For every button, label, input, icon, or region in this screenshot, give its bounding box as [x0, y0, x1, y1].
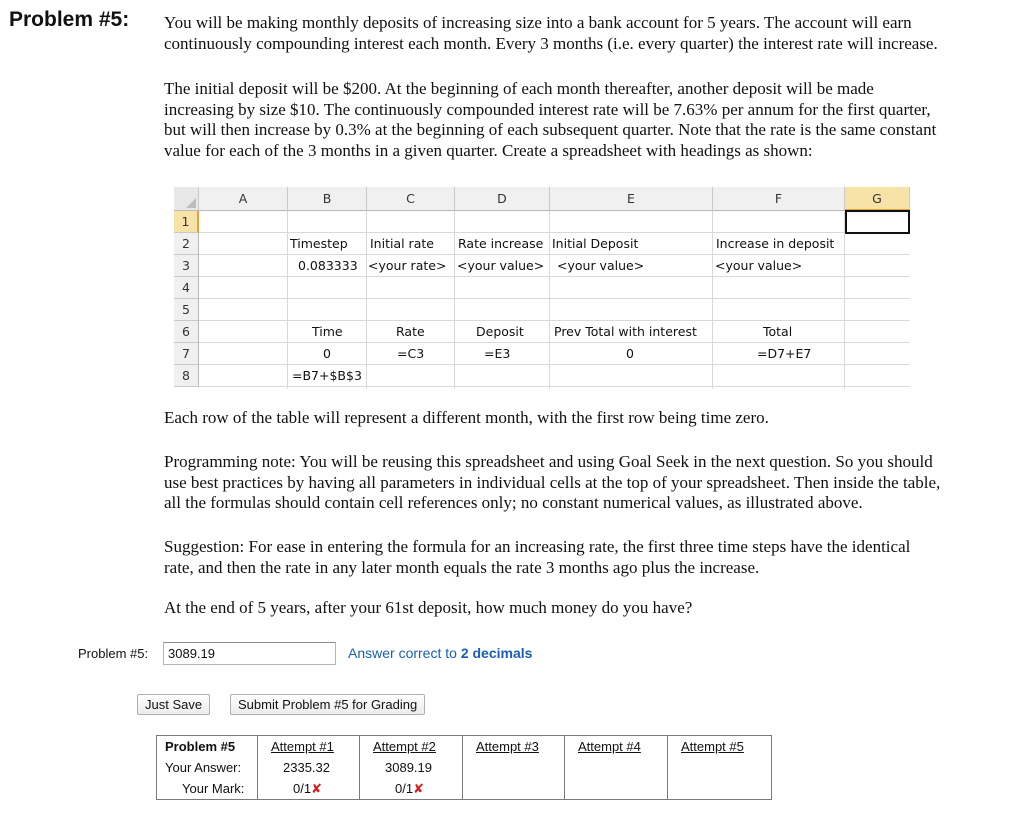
- gridline: [287, 211, 288, 389]
- text-line: continuously compounding interest each month. Every 3 months (i.e. every quarter) the interest rate will increase.: [164, 33, 938, 53]
- cell-b3: 0.083333: [298, 258, 358, 273]
- cell-e7: 0: [626, 346, 634, 361]
- cell-c6: Rate: [396, 324, 425, 339]
- column-header-g: G: [845, 187, 910, 211]
- answer-feedback: [348, 645, 532, 661]
- cell-d3: <your value>: [457, 258, 545, 273]
- cell-b2: Timestep: [290, 236, 348, 251]
- column-header-d: D: [455, 187, 550, 211]
- mark-value: 0/1: [293, 781, 312, 796]
- just-save-button[interactable]: Just Save: [137, 694, 210, 715]
- row-header-8: 8: [174, 365, 199, 387]
- deposit-paragraph: [164, 79, 1022, 161]
- attempt-3-column: [463, 736, 565, 799]
- attempt-4-column: [565, 736, 668, 799]
- wrong-x-icon: ✘: [413, 781, 424, 796]
- gridline: [366, 211, 367, 389]
- cell-e6: Prev Total with interest: [554, 324, 697, 339]
- question-text: At the end of 5 years, after your 61st deposit, how much money do you have?: [164, 598, 693, 617]
- attempts-header: Problem #5: [165, 739, 236, 754]
- attempt-2-mark: [395, 778, 424, 799]
- gridline: [454, 211, 455, 389]
- answer-label: Problem #5:: [78, 646, 149, 661]
- text-line: use best practices by having all parameters in individual cells at the top of your spreadsheet. Then inside the table,: [164, 472, 941, 492]
- your-mark-label: Your Mark:: [182, 781, 245, 796]
- text-line: but will then increase by 0.3% at the beginning of each subsequent quarter. Note that the rate is the same constant: [164, 120, 937, 139]
- gridline: [199, 298, 910, 299]
- cell-c3: <your rate>: [368, 258, 447, 273]
- row-header-3: 3: [174, 255, 199, 277]
- attempt-2-answer: 3089.19: [385, 760, 432, 775]
- row-header-4: 4: [174, 277, 199, 299]
- column-header-c: C: [367, 187, 455, 211]
- column-header-a: A: [199, 187, 288, 211]
- attempt-4-link[interactable]: Attempt #4: [578, 739, 641, 754]
- text-line: Programming note: You will be reusing this spreadsheet and using Goal Seek in the next question. So you should: [164, 452, 933, 471]
- cell-d6: Deposit: [476, 324, 524, 339]
- text-line: You will be making monthly deposits of increasing size into a bank account for 5 years. The account will earn: [164, 13, 912, 32]
- feedback-precision: 2 decimals: [460, 645, 533, 661]
- your-answer-label: Your Answer:: [165, 760, 242, 775]
- submit-button[interactable]: Submit Problem #5 for Grading: [230, 694, 425, 715]
- row-header-7: 7: [174, 343, 199, 365]
- intro-paragraph: [164, 13, 1022, 54]
- text-line: rate, and then the rate in any later month equals the rate 3 months ago plus the increase.: [164, 557, 760, 577]
- cell-b6: Time: [312, 324, 343, 339]
- cell-f7: =D7+E7: [757, 346, 812, 361]
- cell-d2: Rate increase: [458, 236, 544, 251]
- gridline: [712, 211, 713, 389]
- mark-value: 0/1: [395, 781, 414, 796]
- text-line: value for each of the 3 months in a given quarter. Create a spreadsheet with headings as shown:: [164, 140, 813, 160]
- cell-d7: =E3: [484, 346, 511, 361]
- cell-f3: <your value>: [715, 258, 803, 273]
- text-line: Suggestion: For ease in entering the formula for an increasing rate, the first three time steps have the identical: [164, 537, 911, 556]
- table-note-paragraph: [164, 408, 1022, 429]
- cell-f6: Total: [763, 324, 793, 339]
- text-line: The initial deposit will be $200. At the beginning of each month thereafter, another deposit will be made: [164, 79, 874, 98]
- attempt-1-answer: 2335.32: [283, 760, 330, 775]
- attempts-table: [156, 735, 772, 800]
- attempt-1-mark: [293, 778, 322, 799]
- row-header-6: 6: [174, 321, 199, 343]
- attempt-1-column: [258, 736, 360, 799]
- attempt-1-link[interactable]: Attempt #1: [271, 739, 334, 754]
- programming-note-paragraph: [164, 452, 1022, 514]
- attempt-3-link[interactable]: Attempt #3: [476, 739, 539, 754]
- attempts-label-column: [157, 736, 258, 799]
- text-line: increasing by size $10. The continuously compounded interest rate will be 7.63% per annum for the first quarter,: [164, 99, 931, 119]
- row-header-1: 1: [174, 211, 199, 233]
- cell-b8: =B7+$B$3: [292, 368, 362, 383]
- text-line: all the formulas should contain cell references only; no constant numerical values, as illustrated above.: [164, 493, 863, 512]
- wrong-x-icon: ✘: [311, 781, 322, 796]
- active-cell-g1: [845, 210, 910, 234]
- attempt-2-column: [360, 736, 463, 799]
- cell-c2: Initial rate: [370, 236, 434, 251]
- cell-c7: =C3: [397, 346, 425, 361]
- answer-input[interactable]: 3089.19: [163, 642, 336, 665]
- suggestion-paragraph: [164, 537, 1022, 578]
- cell-f2: Increase in deposit: [716, 236, 835, 251]
- attempt-5-column: [668, 736, 771, 799]
- text-line: Each row of the table will represent a different month, with the first row being time zero.: [164, 408, 769, 427]
- select-all-corner: [174, 187, 199, 211]
- cell-e3: <your value>: [557, 258, 645, 273]
- problem-heading: Problem #5:: [9, 8, 130, 31]
- cell-e2: Initial Deposit: [552, 236, 639, 251]
- row-header-5: 5: [174, 299, 199, 321]
- attempt-5-link[interactable]: Attempt #5: [681, 739, 744, 754]
- cell-b7: 0: [323, 346, 331, 361]
- gridline: [844, 211, 845, 389]
- column-header-f: F: [713, 187, 845, 211]
- spreadsheet-illustration: [174, 187, 910, 389]
- column-header-e: E: [550, 187, 713, 211]
- gridline: [549, 211, 550, 389]
- column-header-b: B: [288, 187, 367, 211]
- attempt-2-link[interactable]: Attempt #2: [373, 739, 436, 754]
- row-header-2: 2: [174, 233, 199, 255]
- feedback-text: Answer correct to: [348, 645, 457, 661]
